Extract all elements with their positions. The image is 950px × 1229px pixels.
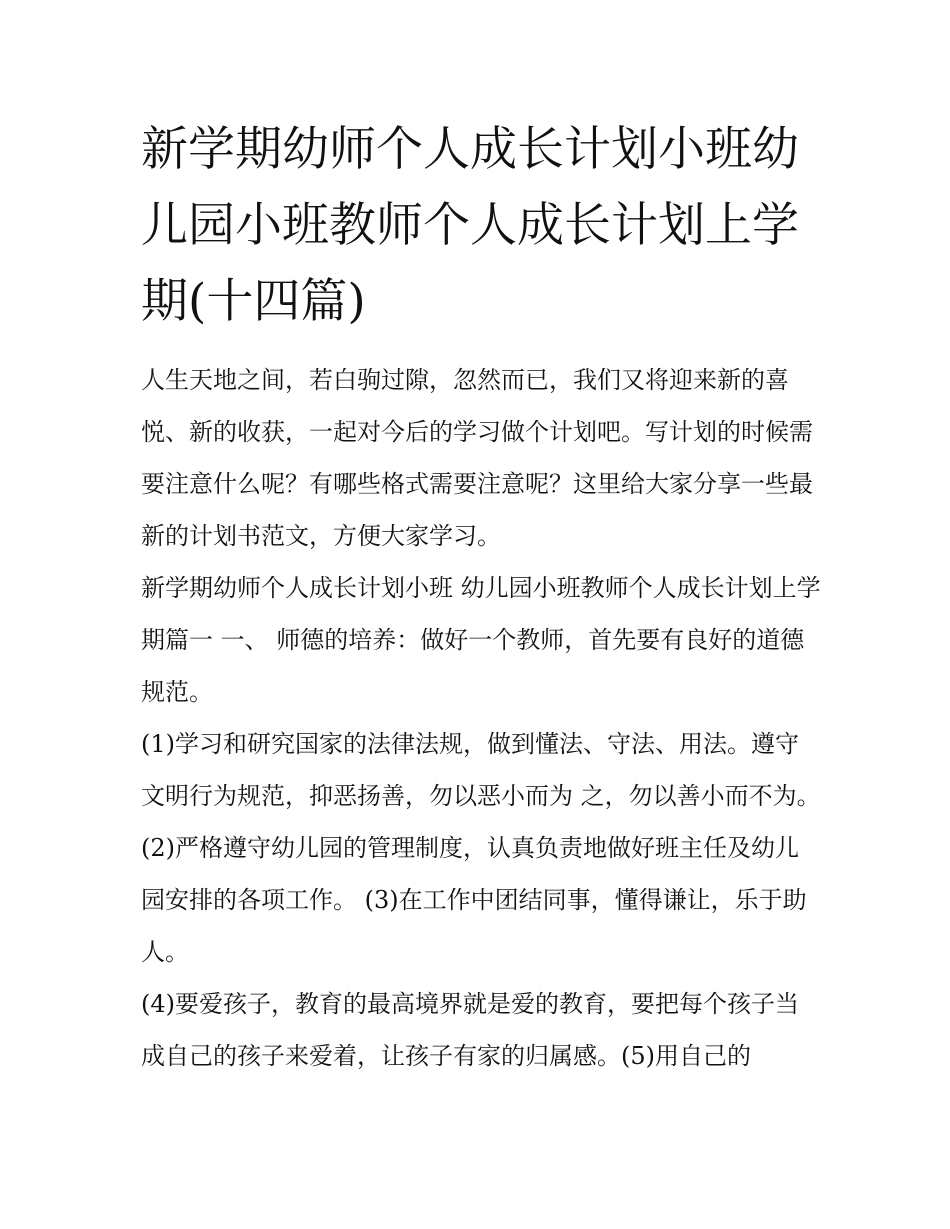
paragraph-intro: 人生天地之间，若白驹过隙，忽然而已，我们又将迎来新的喜悦、新的收获，一起对今后的学习做个计划吧。写计划的时候需要注意什么呢？有哪些格式需要注意呢？这里给大家分享一些最新的计划书范文，方便大家学习。: [141, 366, 813, 550]
document-body: [141, 354, 821, 1082]
document-title: 新学期幼师个人成长计划小班幼儿园小班教师个人成长计划上学期(十四篇): [141, 122, 799, 329]
paragraph-item-4-5: (4)要爱孩子，教育的最高境界就是爱的教育，要把每个孩子当成自己的孩子来爱着，让孩子有家的归属感。(5)用自己的: [141, 990, 799, 1070]
paragraph-section-one: 新学期幼师个人成长计划小班 幼儿园小班教师个人成长计划上学期篇一 一、 师德的培养：做好一个教师，首先要有良好的道德规范。: [141, 574, 821, 706]
paragraph-item-2-3: (2)严格遵守幼儿园的管理制度，认真负责地做好班主任及幼儿园安排的各项工作。 (3)在工作中团结同事，懂得谦让，乐于助人。: [141, 834, 807, 966]
paragraph-item-1: (1)学习和研究国家的法律法规，做到懂法、守法、用法。遵守文明行为规范，抑恶扬善，勿以恶小而为 之，勿以善小而不为。: [141, 730, 821, 810]
